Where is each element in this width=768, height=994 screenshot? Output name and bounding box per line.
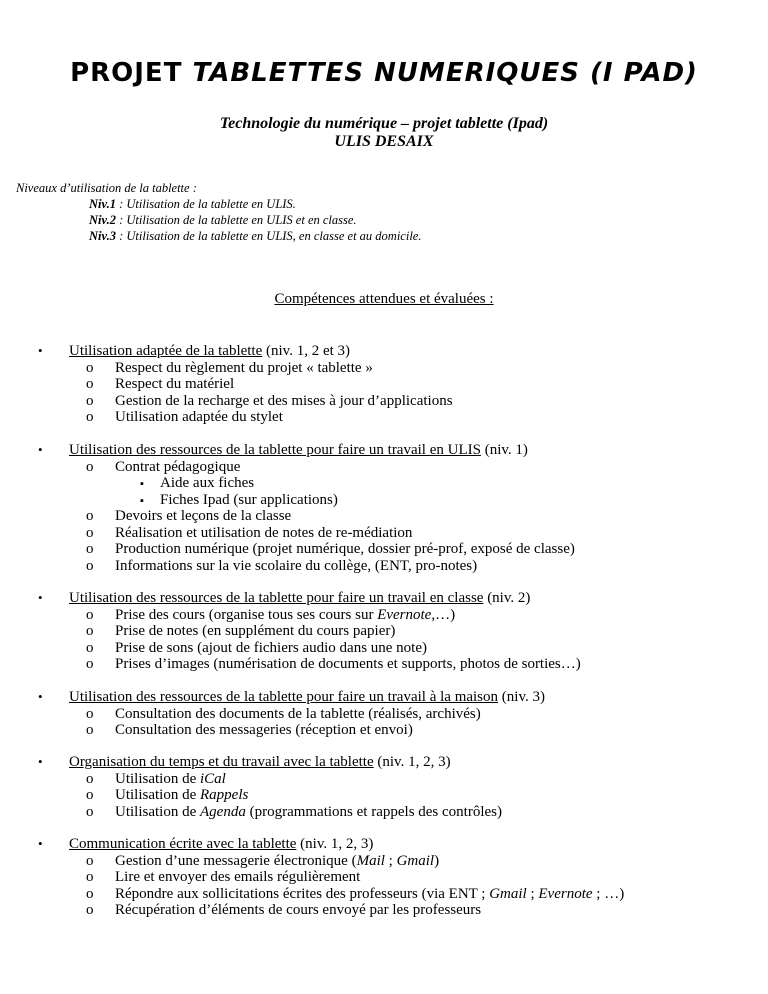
circle-bullet-icon: o (86, 458, 94, 475)
list-item: o Consultation des messageries (réception et envoi) (86, 722, 413, 738)
section-travail-ulis (0, 442, 768, 574)
list-item: o Répondre aux sollicitations écrites des professeurs (via ENT ; Gmail ; Evernote ; …) (86, 885, 625, 902)
section-communication (0, 836, 768, 919)
list-item: o Gestion de la recharge et des mises à jour d’applications (86, 392, 453, 409)
circle-bullet-icon: o (86, 705, 94, 722)
section-travail-maison (0, 689, 768, 739)
list-item: o Prise des cours (organise tous ses cours sur Evernote,…) (86, 606, 456, 623)
bullet-icon: • (38, 689, 43, 704)
sub-list-item: ▪ Fiches Ipad (sur applications) (140, 491, 338, 508)
list-item: o Utilisation adaptée du stylet (86, 409, 283, 425)
section-travail-classe (0, 590, 768, 673)
section-title: Organisation du temps et du travail avec la tablette (niv. 1, 2, 3) (69, 754, 451, 770)
bullet-icon: • (38, 836, 43, 851)
list-item: o Respect du matériel (86, 376, 235, 392)
circle-bullet-icon: o (86, 722, 94, 738)
circle-bullet-icon: o (86, 639, 94, 656)
circle-bullet-icon: o (86, 606, 94, 623)
subtitle-line2: ULIS DESAIX (334, 133, 434, 150)
circle-bullet-icon: o (86, 557, 94, 574)
section-utilisation-adaptee (0, 343, 768, 426)
circle-bullet-icon: o (86, 524, 94, 541)
list-item: o Lire et envoyer des emails régulièrement (86, 869, 361, 885)
bullet-icon: • (38, 590, 43, 605)
circle-bullet-icon: o (86, 770, 94, 787)
list-item: o Prise de sons (ajout de fichiers audio dans une note) (86, 639, 428, 656)
page-title (0, 58, 768, 88)
section-title: Utilisation adaptée de la tablette (niv. 1, 2 et 3) (69, 343, 351, 359)
list-item: o Récupération d’éléments de cours envoyé par les professeurs (86, 902, 482, 918)
circle-bullet-icon: o (86, 803, 94, 820)
title-part1: PROJET (70, 58, 183, 88)
bullet-icon: • (38, 754, 43, 769)
list-item: o Utilisation de iCal (86, 770, 226, 787)
circle-bullet-icon: o (86, 623, 94, 639)
circle-bullet-icon: o (86, 902, 94, 918)
circle-bullet-icon: o (86, 869, 94, 885)
list-item: o Production numérique (projet numérique, dossier pré-prof, exposé de classe) (86, 541, 575, 557)
list-item: o Utilisation de Rappels (86, 787, 249, 803)
section-title: Utilisation des ressources de la tablette pour faire un travail en classe (niv. 2) (69, 590, 531, 606)
sub-list-item: ▪ Aide aux fiches (140, 475, 255, 491)
level-item: Niv.1 : Utilisation de la tablette en ULIS. (89, 197, 296, 211)
list-item: o Utilisation de Agenda (programmations et rappels des contrôles) (86, 803, 502, 820)
level-item: Niv.2 : Utilisation de la tablette en ULIS et en classe. (89, 213, 357, 227)
list-item: o Prise de notes (en supplément du cours papier) (86, 623, 396, 639)
list-item: o Gestion d’une messagerie électronique (Mail ; Gmail) (86, 852, 440, 869)
title-part2: TABLETTES NUMERIQUES (I PAD) (192, 58, 698, 88)
circle-bullet-icon: o (86, 376, 94, 392)
circle-bullet-icon: o (86, 359, 94, 376)
section-organisation (0, 754, 768, 820)
section-title: Communication écrite avec la tablette (niv. 1, 2, 3) (69, 836, 374, 852)
levels-block (16, 180, 421, 244)
list-item: o Prises d’images (numérisation de documents et supports, photos de sorties…) (86, 656, 581, 672)
section-title: Utilisation des ressources de la tablette pour faire un travail à la maison (niv. 3) (69, 689, 545, 705)
bullet-icon: • (38, 343, 43, 358)
competences-heading: Compétences attendues et évaluées : (274, 291, 494, 307)
list-item: o Informations sur la vie scolaire du collège, (ENT, pro-notes) (86, 557, 478, 574)
square-bullet-icon: ▪ (140, 478, 144, 490)
circle-bullet-icon: o (86, 409, 94, 425)
subtitle-line1: Technologie du numérique – projet tablette (Ipad) (219, 115, 549, 132)
section-title: Utilisation des ressources de la tablette pour faire un travail en ULIS (niv. 1) (69, 442, 528, 458)
level-item: Niv.3 : Utilisation de la tablette en ULIS, en classe et au domicile. (89, 229, 422, 243)
circle-bullet-icon: o (86, 392, 94, 409)
list-item: o Consultation des documents de la tablette (réalisés, archivés) (86, 705, 481, 722)
circle-bullet-icon: o (86, 508, 94, 524)
list-item: o Contrat pédagogique (86, 458, 241, 475)
levels-intro: Niveaux d’utilisation de la tablette : (16, 181, 197, 195)
circle-bullet-icon: o (86, 885, 94, 902)
bullet-icon: • (38, 442, 43, 457)
circle-bullet-icon: o (86, 656, 94, 672)
list-item: o Réalisation et utilisation de notes de re-médiation (86, 524, 413, 541)
list-item: o Respect du règlement du projet « tablette » (86, 359, 373, 376)
square-bullet-icon: ▪ (140, 494, 144, 507)
circle-bullet-icon: o (86, 541, 94, 557)
subtitle (0, 115, 768, 151)
circle-bullet-icon: o (86, 787, 94, 803)
circle-bullet-icon: o (86, 852, 94, 869)
list-item: o Devoirs et leçons de la classe (86, 508, 292, 524)
